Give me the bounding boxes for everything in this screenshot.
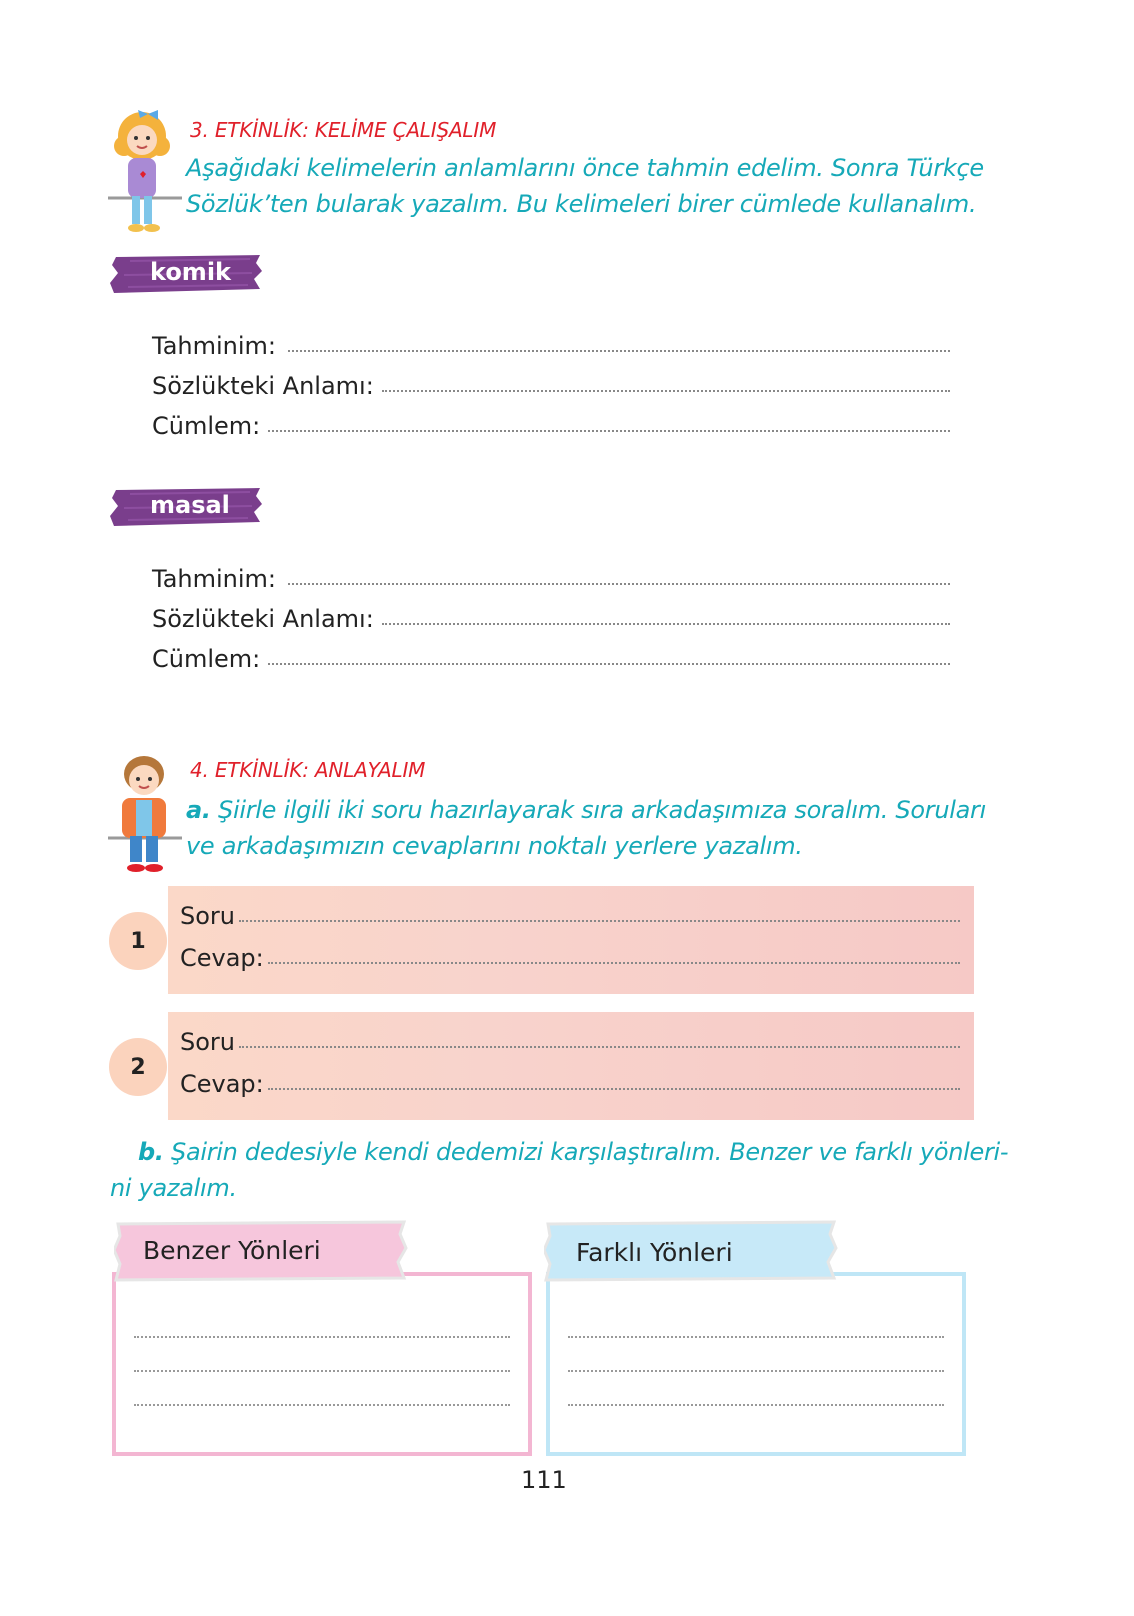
different-dotted-line[interactable]: [568, 1334, 944, 1338]
different-dotted-line[interactable]: [568, 1368, 944, 1372]
part-b-text: Şairin dedesiyle kendi dedemizi karşılaştıralım. Benzer ve farklı yönleri-: [163, 1138, 1009, 1166]
answer-label: Cevap:: [180, 944, 264, 972]
activity4-part-a-line1: [186, 792, 986, 828]
part-a-marker: a.: [186, 796, 211, 824]
guess-row[interactable]: [152, 553, 950, 593]
sentence-label: Cümlem:: [152, 412, 261, 440]
activity3-instruction-line2: Sözlük’ten bularak yazalım. Bu kelimeleri birer cümlede kullanalım.: [186, 190, 977, 218]
guess-dotted-line[interactable]: [288, 583, 950, 585]
activity4-part-b-line2: ni yazalım.: [110, 1174, 237, 1202]
girl-illustration: [108, 108, 182, 238]
different-heading: Farklı Yönleri: [576, 1238, 733, 1267]
qa-box-1: [168, 886, 974, 994]
similar-dotted-line[interactable]: [134, 1368, 510, 1372]
different-dotted-line[interactable]: [568, 1402, 944, 1406]
meaning-row[interactable]: [152, 593, 950, 633]
activity3-instruction-line1: Aşağıdaki kelimelerin anlamlarını önce tahmin edelim. Sonra Türkçe: [186, 154, 984, 182]
sentence-row[interactable]: [152, 633, 950, 673]
meaning-row[interactable]: [152, 360, 950, 400]
qa-box-2: [168, 1012, 974, 1120]
answer-dotted-line[interactable]: [268, 962, 960, 964]
similar-heading: Benzer Yönleri: [143, 1236, 321, 1265]
guess-label: Tahminim:: [152, 565, 276, 593]
word-tag-komik: [110, 253, 264, 295]
word-masal: masal: [150, 491, 230, 519]
different-box[interactable]: [546, 1272, 966, 1456]
sentence-dotted-line[interactable]: [268, 663, 950, 665]
question-number-1: 1: [109, 912, 167, 970]
question-row[interactable]: [168, 886, 974, 930]
activity4-part-b-line1: [138, 1134, 1008, 1170]
sentence-label: Cümlem:: [152, 645, 261, 673]
word-komik: komik: [150, 258, 231, 286]
part-a-text: Şiirle ilgili iki soru hazırlayarak sıra arkadaşımıza soralım. Soruları: [210, 796, 986, 824]
guess-label: Tahminim:: [152, 332, 276, 360]
question-dotted-line[interactable]: [239, 920, 960, 922]
similar-box[interactable]: [112, 1272, 532, 1456]
guess-row[interactable]: [152, 320, 950, 360]
word-komik-fields: [152, 320, 950, 440]
meaning-dotted-line[interactable]: [382, 623, 950, 625]
answer-row[interactable]: [168, 1056, 974, 1098]
answer-row[interactable]: [168, 930, 974, 972]
activity4-title: 4. ETKİNLİK: ANLAYALIM: [190, 758, 426, 782]
answer-label: Cevap:: [180, 1070, 264, 1098]
question-row[interactable]: [168, 1012, 974, 1056]
answer-dotted-line[interactable]: [268, 1088, 960, 1090]
question-label: Soru: [180, 902, 235, 930]
page-number: 111: [521, 1466, 567, 1494]
meaning-label: Sözlükteki Anlamı:: [152, 605, 374, 633]
meaning-label: Sözlükteki Anlamı:: [152, 372, 374, 400]
activity3-title: 3. ETKİNLİK: KELİME ÇALIŞALIM: [190, 118, 497, 142]
question-number-2: 2: [109, 1038, 167, 1096]
word-masal-fields: [152, 553, 950, 673]
boy-illustration: [108, 752, 182, 882]
sentence-row[interactable]: [152, 400, 950, 440]
guess-dotted-line[interactable]: [288, 350, 950, 352]
meaning-dotted-line[interactable]: [382, 390, 950, 392]
activity4-part-a-line2: ve arkadaşımızın cevaplarını noktalı yerlere yazalım.: [186, 832, 803, 860]
question-dotted-line[interactable]: [239, 1046, 960, 1048]
similar-dotted-line[interactable]: [134, 1334, 510, 1338]
similar-dotted-line[interactable]: [134, 1402, 510, 1406]
question-label: Soru: [180, 1028, 235, 1056]
sentence-dotted-line[interactable]: [268, 430, 950, 432]
word-tag-masal: [110, 486, 264, 528]
part-b-marker: b.: [138, 1138, 164, 1166]
